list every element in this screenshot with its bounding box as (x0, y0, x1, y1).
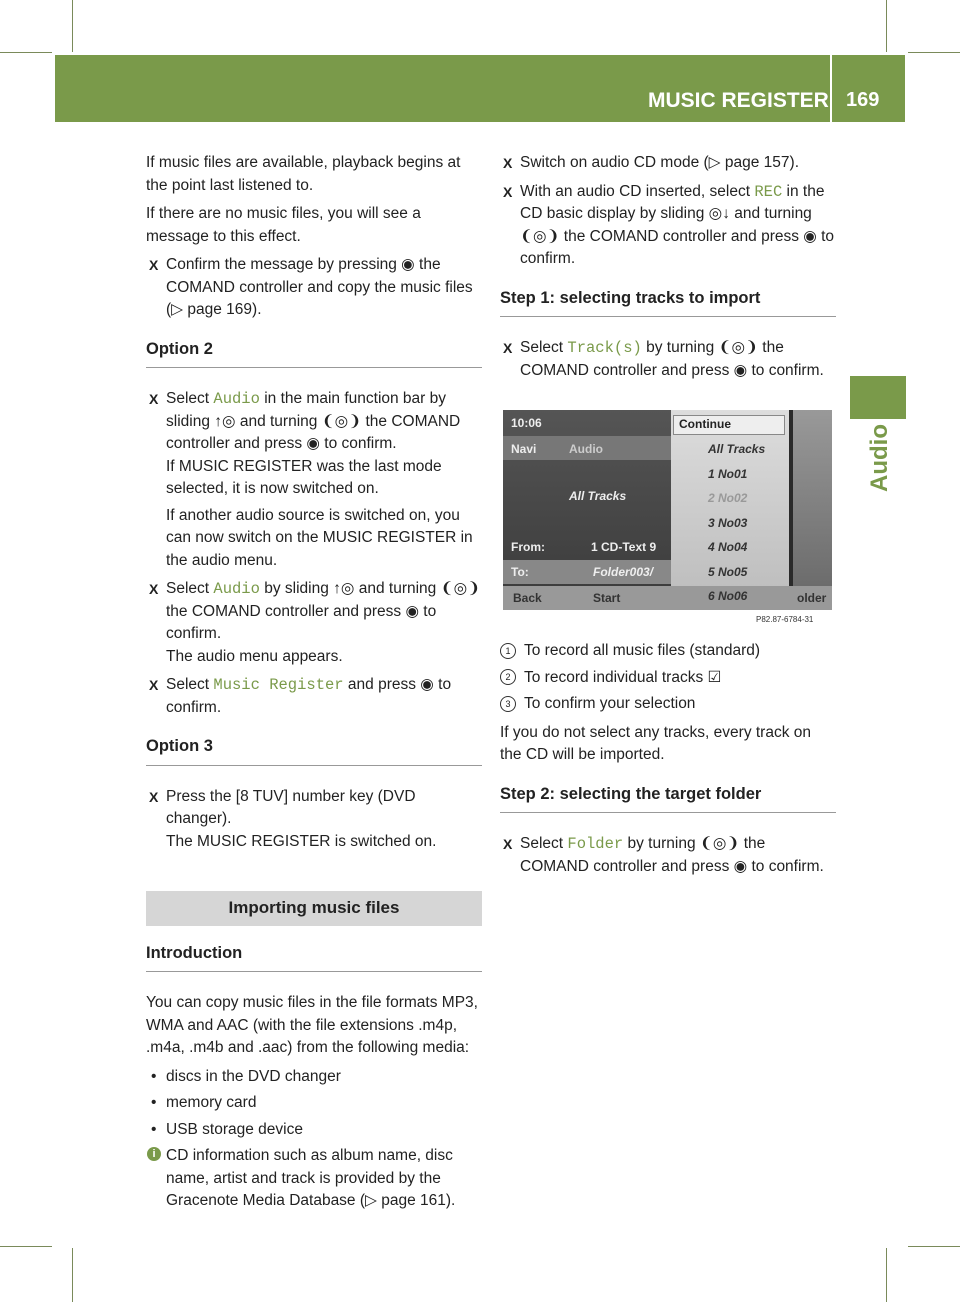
screen-all-tracks: All Tracks (569, 489, 627, 503)
paragraph: The audio menu appears. (166, 647, 343, 665)
list-item: • discs in the DVD changer (151, 1067, 341, 1085)
screen-track-item: 5 No05 (708, 564, 748, 579)
screen-track-item: 1 No01 (708, 466, 748, 481)
instruction-item: X Select Music Register and press ◉ to confirm. (149, 676, 452, 716)
screen-navi: Navi (511, 442, 537, 456)
list-item: • USB storage device (151, 1120, 303, 1138)
right-column (500, 152, 836, 388)
instruction-item: X With an audio CD inserted, select REC in the CD basic display by sliding ◎↓ and turning ❨◎❩ the COMAND controller and press ◉ to confirm. (503, 182, 835, 267)
instruction-item: X Switch on audio CD mode (▷ page 157). (500, 152, 836, 175)
header-separator (830, 55, 832, 122)
instruction-item: X Select Folder by turning ❨◎❩ the COMAND controller and press ◉ to confirm. (503, 835, 824, 875)
info-icon: i (147, 1147, 161, 1161)
arrow-icon: X (149, 391, 159, 407)
menu-term: Folder (567, 835, 624, 853)
arrow-icon: X (149, 257, 159, 273)
figure-caption: P82.87-6784-31 (756, 615, 814, 624)
arrow-icon: X (149, 581, 159, 597)
callout-item: 2 To record individual tracks ☑ (500, 667, 836, 690)
arrow-icon: X (149, 677, 159, 693)
instruction-item: X Confirm the message by pressing ◉ the COMAND controller and copy the music files (▷ page 169). (149, 256, 473, 318)
screen-track-item: 2 No02 (708, 491, 748, 505)
screen-audio: Audio (569, 442, 603, 456)
paragraph: If another audio source is switched on, you can now switch on the MUSIC REGISTER in the audio menu. (166, 506, 473, 569)
screen-continue-label: Continue (679, 417, 731, 431)
callout-item: 1 To record all music files (standard) (500, 640, 836, 663)
screen-from: From: (511, 540, 545, 554)
crop-mark (72, 1248, 73, 1302)
menu-term: REC (754, 182, 783, 201)
paragraph: If MUSIC REGISTER was the last mode selected, it is now switched on. (166, 457, 442, 497)
screen-start: Start (593, 591, 621, 605)
crop-mark (908, 52, 960, 53)
screen-track-item: 3 No03 (708, 515, 748, 530)
arrow-icon: X (503, 340, 513, 356)
paragraph: If you do not select any tracks, every track on the CD will be imported. (500, 723, 812, 763)
menu-term: Audio (213, 580, 260, 598)
instruction-item: X Select Audio by sliding ↑◎ and turning ❨◎❩ the COMAND controller and press ◉ to confirm. The audio menu appears. (146, 578, 482, 668)
paragraph: The MUSIC REGISTER is switched on. (166, 832, 437, 850)
section-heading: Step 1: selecting tracks to import (500, 287, 836, 318)
section-heading: Option 3 (146, 735, 482, 766)
screen-older: older (797, 591, 827, 605)
screen-track-item: 4 No04 (708, 540, 748, 554)
screen-cd-text: 1 CD-Text 9 (591, 540, 657, 554)
callout-item: 3 To confirm your selection (500, 693, 836, 716)
callout-number: 2 (500, 669, 516, 685)
screen-track-item: 6 No06 (708, 589, 748, 603)
section-banner: Importing music files (146, 891, 482, 926)
section-heading: Introduction (146, 942, 482, 973)
screen-track-item: All Tracks (708, 442, 766, 456)
callout-number: 3 (500, 696, 516, 712)
screen-time: 10:06 (511, 416, 542, 430)
instruction-item: X Select Audio in the main function bar by sliding ↑◎ and turning ❨◎❩ the COMAND controller and press ◉ to confirm. If MUSIC REGISTER was the last mode selected, it is now switched on. If another audio source is switched on, you can now switch on the MUSIC REGISTER in the audio menu. (146, 388, 482, 572)
page-number: 169 (846, 89, 880, 111)
menu-term: Audio (213, 390, 260, 408)
crop-mark (0, 1246, 52, 1247)
info-note: i CD information such as album name, disc name, artist and track is provided by the Gracenote Media Database (▷ page 161). (146, 1145, 482, 1213)
menu-term: Track(s) (567, 339, 642, 357)
arrow-icon: X (503, 155, 513, 171)
left-column (146, 152, 482, 1213)
crop-mark (886, 1248, 887, 1302)
arrow-icon: X (503, 183, 513, 200)
comand-screenshot (503, 410, 832, 610)
paragraph: If there are no music files, you will see a message to this effect. (146, 205, 421, 245)
callout-number: 1 (500, 643, 516, 659)
screen-to: To: (511, 565, 529, 579)
section-heading: Step 2: selecting the target folder (500, 783, 836, 814)
screen-right-panel (793, 410, 832, 610)
crop-mark (908, 1246, 960, 1247)
paragraph: If music files are available, playback begins at the point last listened to. (146, 154, 461, 194)
section-heading: Option 2 (146, 338, 482, 369)
crop-mark (0, 52, 52, 53)
screen-bottom-bar (503, 586, 832, 610)
instruction-item: X Press the [8 TUV] number key (DVD changer). The MUSIC REGISTER is switched on. (146, 786, 482, 854)
crop-mark (72, 0, 73, 52)
crop-mark (886, 0, 887, 52)
paragraph: You can copy music files in the file formats MP3, WMA and AAC (with the file extensions .m4p, .m4a, .m4b and .aac) from the following media: (146, 994, 478, 1056)
screen-track-list (671, 410, 789, 610)
menu-term: Music Register (213, 676, 344, 694)
callout-list (500, 640, 836, 884)
list-item: • memory card (151, 1094, 257, 1111)
arrow-icon: X (149, 788, 159, 805)
screen-back: Back (513, 591, 542, 605)
instruction-item: X Select Track(s) by turning ❨◎❩ the COMAND controller and press ◉ to confirm. (503, 339, 824, 379)
screen-folder: Folder003/ (593, 565, 654, 579)
side-tab-label: Audio (866, 424, 893, 492)
arrow-icon: X (503, 836, 513, 852)
header-title: MUSIC REGISTER (648, 89, 829, 112)
